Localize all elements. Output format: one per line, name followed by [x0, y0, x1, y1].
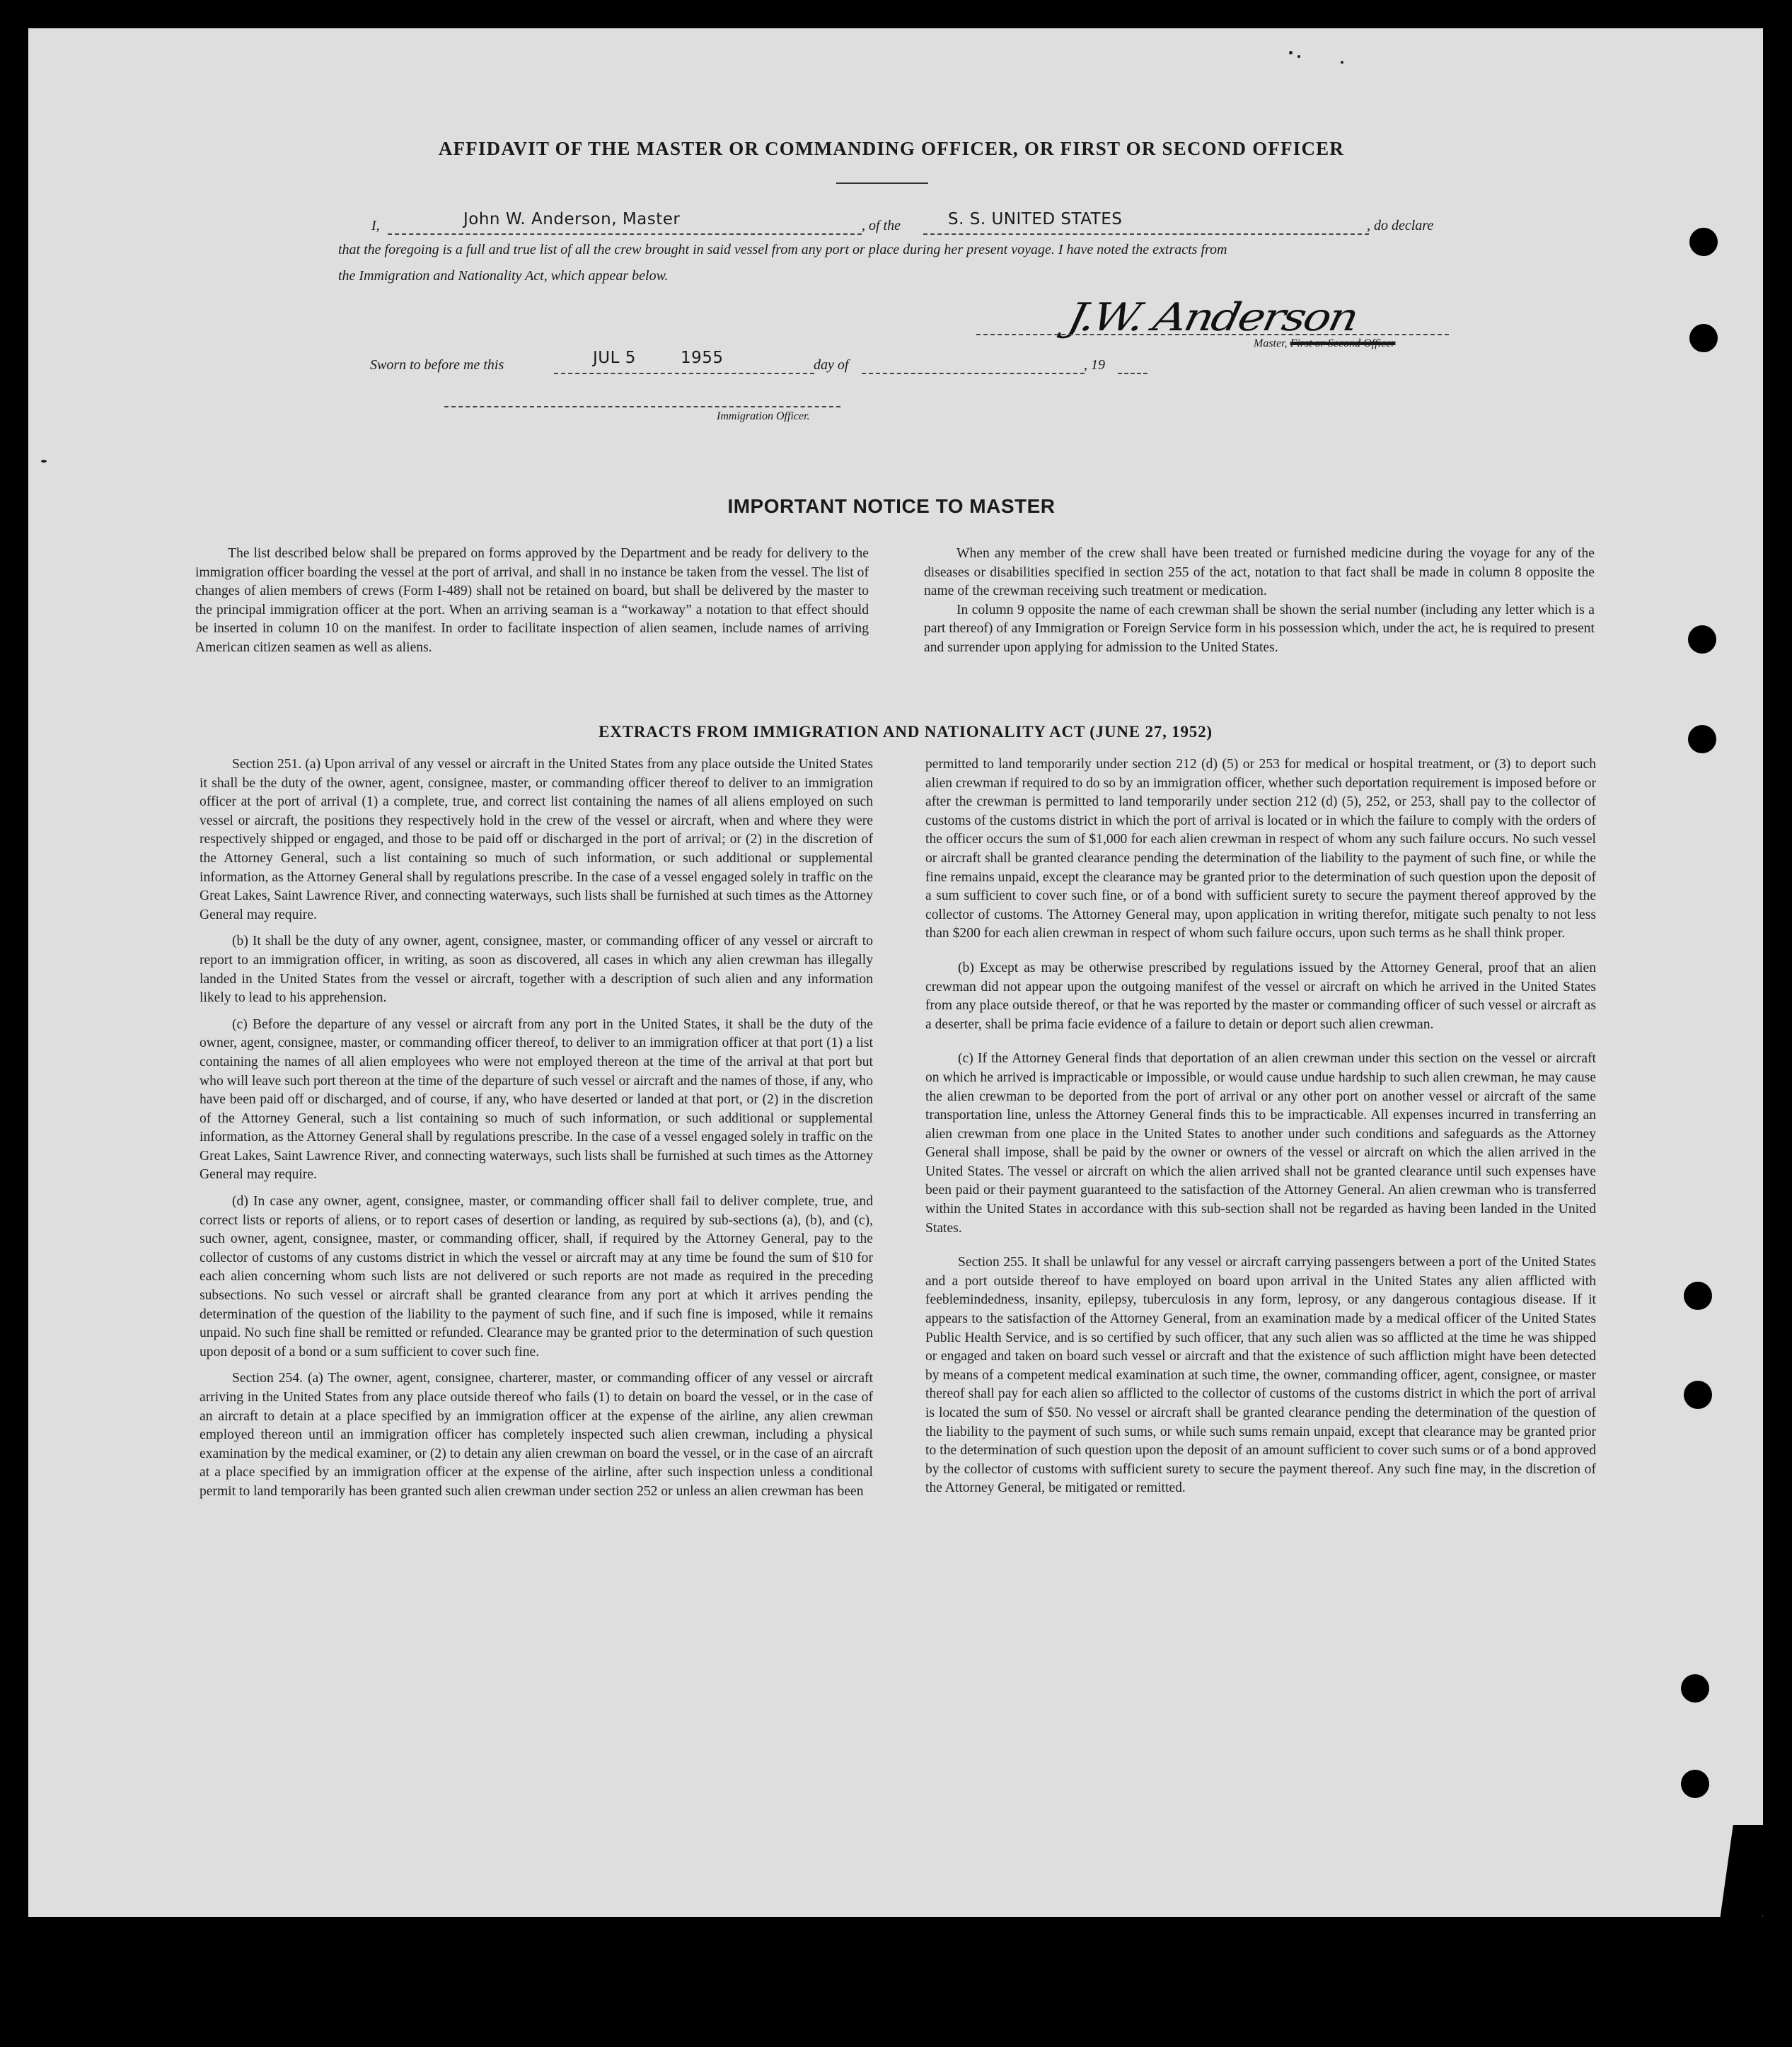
signature-line: [976, 334, 1449, 335]
immigration-officer-label: Immigration Officer.: [717, 410, 810, 422]
i-label: I,: [371, 218, 380, 233]
extracts-title: EXTRACTS FROM IMMIGRATION AND NATIONALITY ACT (JUNE 27, 1952): [599, 723, 1213, 741]
section-254b: (b) Except as may be otherwise prescribed by regulations issued by the Attorney General, proof that an alien crewman did not appear upon the outgoing manifest of the vessel or aircraft on which he arrived in the United States from any place outside thereof, or that he was reported by the master or commanding officer of such vessel or aircraft as a deserter, shall be prima facie evidence of a failure to detain or deport such alien crewman.: [925, 960, 1596, 1032]
notice-title: IMPORTANT NOTICE TO MASTER: [727, 495, 1056, 517]
do-declare-label: , do declare: [1367, 218, 1434, 233]
vessel-line: [923, 233, 1369, 235]
section-251a: Section 251. (a) Upon arrival of any vessel or aircraft in the United States from any place outside the United States it shall be the duty of the owner, agent, consignee, master, or commanding officer thereof to deliver to an immigration officer at the port of arrival (1) a complete, true, and correct list containing the names of all aliens employed on such vessel or aircraft, the positions they respectively hold in the crew of the vessel or aircraft, when and where they were respectively shipped or engaged, and those to be paid off or discharged in the port of arrival; or (2) in the discretion of the Attorney General, such a list containing so much of such information, or such additional or supplemental information, as the Attorney General shall by regulations prescribe. In the case of a vessel engaged solely in traffic on the Great Lakes, Saint Lawrence River, and connecting waterways, such lists shall be furnished at such times as the Attorney General may require.: [200, 757, 873, 922]
sworn-day-line: [554, 373, 814, 374]
extracts-left-column: [200, 755, 873, 1502]
binder-hole: [1681, 1674, 1709, 1703]
sworn-year: 1955: [681, 349, 724, 367]
master-label: [1254, 337, 1395, 350]
section-254a: Section 254. (a) The owner, agent, consignee, charterer, master, or commanding officer of any vessel or aircraft arriving in the United States from any place outside thereof who fails (1) to detain on board the vessel, or in the case of an aircraft to detain at a place specified by an immigration officer at the expense of the airline, any alien crewman employed thereon until an immigration officer has completely inspected such alien crewman, including a physical examination by the medical examiner, or (2) to detain any alien crewman on board the vessel, or in the case of an aircraft at a place specified by an immigration officer at the expense of the airline, after such inspection unless a conditional permit to land temporarily has been granted such alien crewman under section 252 or unless an alien crewman has been: [200, 1371, 873, 1499]
name-line: [388, 233, 862, 235]
binder-hole: [1689, 228, 1718, 256]
section-251b: (b) It shall be the duty of any owner, agent, consignee, master, or commanding officer of any vessel or aircraft to report to an immigration officer, in writing, as soon as discovered, all cases in which any alien crewman has illegally landed in the United States from the vessel or aircraft, together with a description of such alien and any information likely to lead to his apprehension.: [200, 934, 873, 1006]
binder-hole: [1688, 725, 1716, 753]
binder-hole: [1684, 1282, 1712, 1310]
scan-speck: [41, 460, 47, 463]
section-251d: (d) In case any owner, agent, consignee, master, or commanding officer shall fail to deliver complete, true, and correct lists or reports of aliens, or to report cases of desertion or landing, as required by sub-sections (a), (b), and (c), such owner, agent, consignee, master, or commanding officer, shall, if required by the Attorney General, pay to the collector of customs of any customs district in which the vessel or aircraft may at any time be found the sum of $10 for each alien concerning whom such lists are not delivered or such reports are not made as required in the preceding subsections. No such vessel or aircraft shall be granted clearance from any port at which it arrives pending the determination of the question of the liability to the payment of such fine, and if such fine is imposed, while it remains unpaid. No such fine shall be remitted or refunded. Clearance may be granted prior to the determination of such question upon deposit of a bond or a sum sufficient to cover such fine.: [200, 1194, 873, 1359]
scan-speck: [1341, 61, 1343, 64]
sworn-date: JUL 5: [593, 349, 636, 367]
binder-hole: [1688, 625, 1716, 654]
vessel-name: S. S. UNITED STATES: [948, 210, 1123, 228]
scan-speck: [1297, 55, 1300, 58]
extracts-right-column: [925, 755, 1596, 1498]
title-rule: [836, 182, 928, 184]
day-of-label: day of: [814, 357, 849, 373]
declaration-text: that the foregoing is a full and true list of all the crew brought in said vessel from any port or place during her present voyage. I have noted the extracts from: [338, 242, 1227, 257]
notice-paragraph: When any member of the crew shall have been treated or furnished medicine during the voyage for any of the diseases or disabilities specified in section 255 of the act, notation to that fact shall be made in column 8 opposite the name of the crewman receiving such treatment or medication.: [924, 546, 1595, 599]
binder-hole: [1684, 1381, 1712, 1409]
month-line: [862, 373, 1085, 374]
notice-left-column: [195, 545, 869, 658]
handwritten-signature: J.W. Anderson: [1063, 295, 1361, 340]
notice-right-column: [924, 545, 1595, 658]
declaration-text-2: the Immigration and Nationality Act, which appear below.: [338, 268, 669, 284]
notice-paragraph: The list described below shall be prepared on forms approved by the Department and be ready for delivery to the immigration officer boarding the vessel at the port of arrival, and shall in no instance be taken from the vessel. The list of changes of alien members of crews (Form I-489) shall not be retained on board, but shall be delivered by the master to the principal immigration officer at the port. When an arriving seaman is a “workaway” a notation to that effect should be inserted in column 10 on the manifest. In order to facilitate inspection of alien seamen, include names of arriving American citizen seamen as well as aliens.: [195, 546, 869, 655]
of-the-label: , of the: [862, 218, 901, 233]
struck-officer-title: First or Second Officer: [1290, 337, 1396, 349]
year-line: [1118, 373, 1148, 374]
section-255: Section 255. It shall be unlawful for any vessel or aircraft carrying passengers between a port of the United States and a port outside thereof to have employed on board upon arrival in the United States any alien afflicted with feeblemindedness, insanity, epilepsy, tuberculosis in any form, leprosy, or any dangerous contagious disease. If it appears to the satisfaction of the Attorney General, from an examination made by a medical officer of the United States Public Health Service, and is so certified by such officer, that any such alien was so afflicted at the time he was shipped or engaged and taken on board such vessel or aircraft and that the existence of such affliction might have been detected by means of a competent medical examination at such time, the owner, commanding officer, agent, consignee, or master thereof shall pay for each alien so afflicted to the collector of customs of the customs district in which the port of arrival is located the sum of $50. No vessel or aircraft shall be granted clearance pending the determination of the question of the liability to the payment of such sums, or while such sums remain unpaid, except that clearance may be granted prior to the determination of such question upon the deposit of an amount sufficient to cover such sums or of a bond approved by the collector of customs with sufficient surety to secure the payment thereof. Any such fine may, in the discretion of the Attorney General, be mitigated or remitted.: [925, 1255, 1596, 1496]
sworn-label: Sworn to before me this: [370, 357, 504, 373]
binder-hole: [1681, 1770, 1709, 1798]
section-254c: (c) If the Attorney General finds that deportation of an alien crewman under this section on the vessel or aircraft on which he arrived is impracticable or impossible, or would cause undue hardship to such alien crewman, he may cause the alien crewman to be deported from the port of arrival or any other port on another vessel or aircraft of the same transportation line, unless the Attorney General finds this to be impracticable. All expenses incurred in transferring an alien crewman from one place in the United States to another under such conditions and safeguards as the Attorney General shall impose, shall be paid by the owner or owners of the vessel or aircraft on which the alien arrived in the United States. The vessel or aircraft on which the alien arrived shall not be granted clearance until such expenses have been paid or their payment guaranteed to the satisfaction of the Attorney General. An alien crewman who is transferred within the United States in accordance with this sub-section shall not be regarded as having been landed in the United States.: [925, 1051, 1596, 1236]
binder-hole: [1689, 324, 1718, 352]
scan-speck: [1289, 51, 1293, 54]
master-name: John W. Anderson, Master: [463, 210, 681, 228]
section-251c: (c) Before the departure of any vessel or aircraft from any port in the United States, it shall be the duty of the owner, agent, consignee, master, or commanding officer thereof, to deliver to an immigration officer at that port (1) a list containing the names of all alien employees who were not employed thereon at the time of the arrival at that port but who will leave such port thereon at the time of the departure of such vessel or aircraft and the names of those, if any, who have been paid off or discharged, and of course, if any, who have deserted or landed at that port, or (2) in the discretion of the Attorney General, such a list containing so much of such information, or such additional or supplemental information, as the Attorney General shall by regulations prescribe. In the case of a vessel engaged solely in traffic on the Great Lakes, Saint Lawrence River, and connecting waterways, such lists shall be furnished at such times as the Attorney General may require.: [200, 1016, 873, 1183]
officer-signature-line: [444, 406, 840, 407]
section-254a-continued: permitted to land temporarily under section 212 (d) (5) or 253 for medical or hospital treatment, or (3) to deport such alien crewman if required to do so by an immigration officer, whether such deportation requirement is imposed before or after the crewman is permitted to land temporarily under section 212 (d) (5), 252, or 253, shall pay to the collector of customs of the customs district in which the port of arrival is located or in which the failure to comply with the orders of the officer occurs the sum of $1,000 for each alien crewman in respect of whom any such failure occurs. No such vessel or aircraft shall be granted clearance pending the determination of the liability to the payment of such fine, or while the fine remains unpaid, except the clearance may be granted prior to the determination of such question upon the deposit of a sum sufficient to cover such fine, or of a bond with sufficient surety to secure the payment thereof approved by the collector of customs. The Attorney General may, upon application in writing therefor, mitigate such penalty to not less than $200 for each alien crewman in respect of whom such failure occurs, upon such terms as he shall think proper.: [925, 757, 1596, 941]
affidavit-title: AFFIDAVIT OF THE MASTER OR COMMANDING OFFICER, OR FIRST OR SECOND OFFICER: [438, 138, 1345, 159]
year-prefix-label: , 19: [1084, 357, 1105, 373]
master-title: Master,: [1254, 337, 1290, 349]
notice-paragraph: In column 9 opposite the name of each crewman shall be shown the serial number (including any letter which is a part thereof) of any Immigration or Foreign Service form in his possession which, under the act, he is required to present and surrender upon applying for admission to the United States.: [924, 602, 1595, 655]
